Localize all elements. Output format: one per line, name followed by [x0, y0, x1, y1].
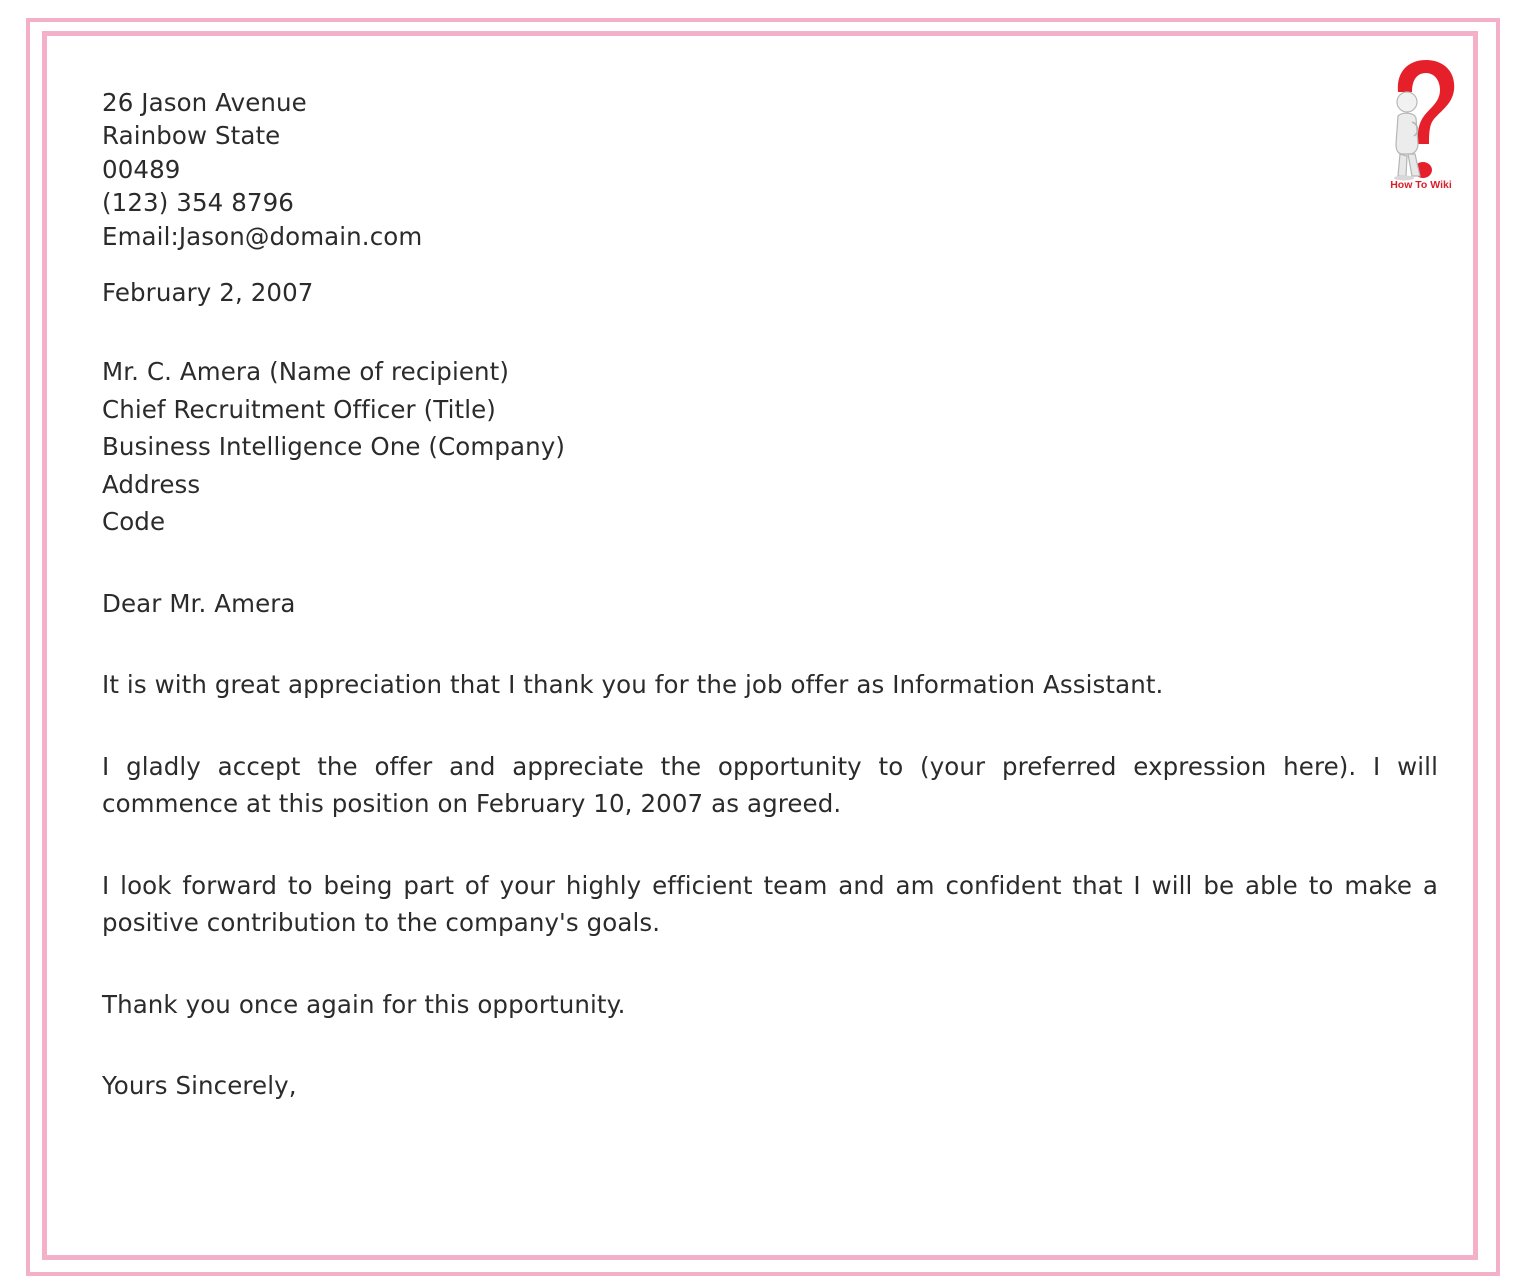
sender-address-block	[102, 86, 1438, 253]
recipient-name: Mr. C. Amera (Name of recipient)	[102, 357, 510, 387]
paragraph-contribution: I look forward to being part of your highly efficient team and am confident that I will be able to make a positive contribution to the company's goals.	[102, 870, 1438, 938]
recipient-title: Chief Recruitment Officer (Title)	[102, 394, 496, 424]
recipient-company: Business Intelligence One (Company)	[102, 432, 566, 462]
letter-body	[102, 86, 1438, 1105]
closing: Yours Sincerely,	[102, 1071, 297, 1101]
sender-street: 26 Jason Avenue	[102, 88, 307, 117]
recipient-code: Code	[102, 507, 166, 537]
letter-date: February 2, 2007	[102, 278, 314, 308]
paragraph-closing-thanks: Thank you once again for this opportunity.	[102, 989, 626, 1019]
salutation: Dear Mr. Amera	[102, 588, 296, 618]
sender-email: Email:Jason@domain.com	[102, 221, 423, 251]
sender-postcode: 00489	[102, 154, 181, 184]
logo-text: How To Wiki	[1390, 179, 1452, 191]
paragraph-thanks: It is with great appreciation that I thank you for the job offer as Information Assistant.	[102, 670, 1164, 700]
sender-phone: (123) 354 8796	[102, 188, 294, 218]
paragraph-acceptance: I gladly accept the offer and appreciate the opportunity to (your preferred expression here). I will commence at this position on February 10, 2007 as agreed.	[102, 751, 1438, 819]
recipient-address: Address	[102, 469, 201, 499]
recipient-address-block	[102, 353, 1438, 541]
sender-state: Rainbow State	[102, 121, 281, 151]
